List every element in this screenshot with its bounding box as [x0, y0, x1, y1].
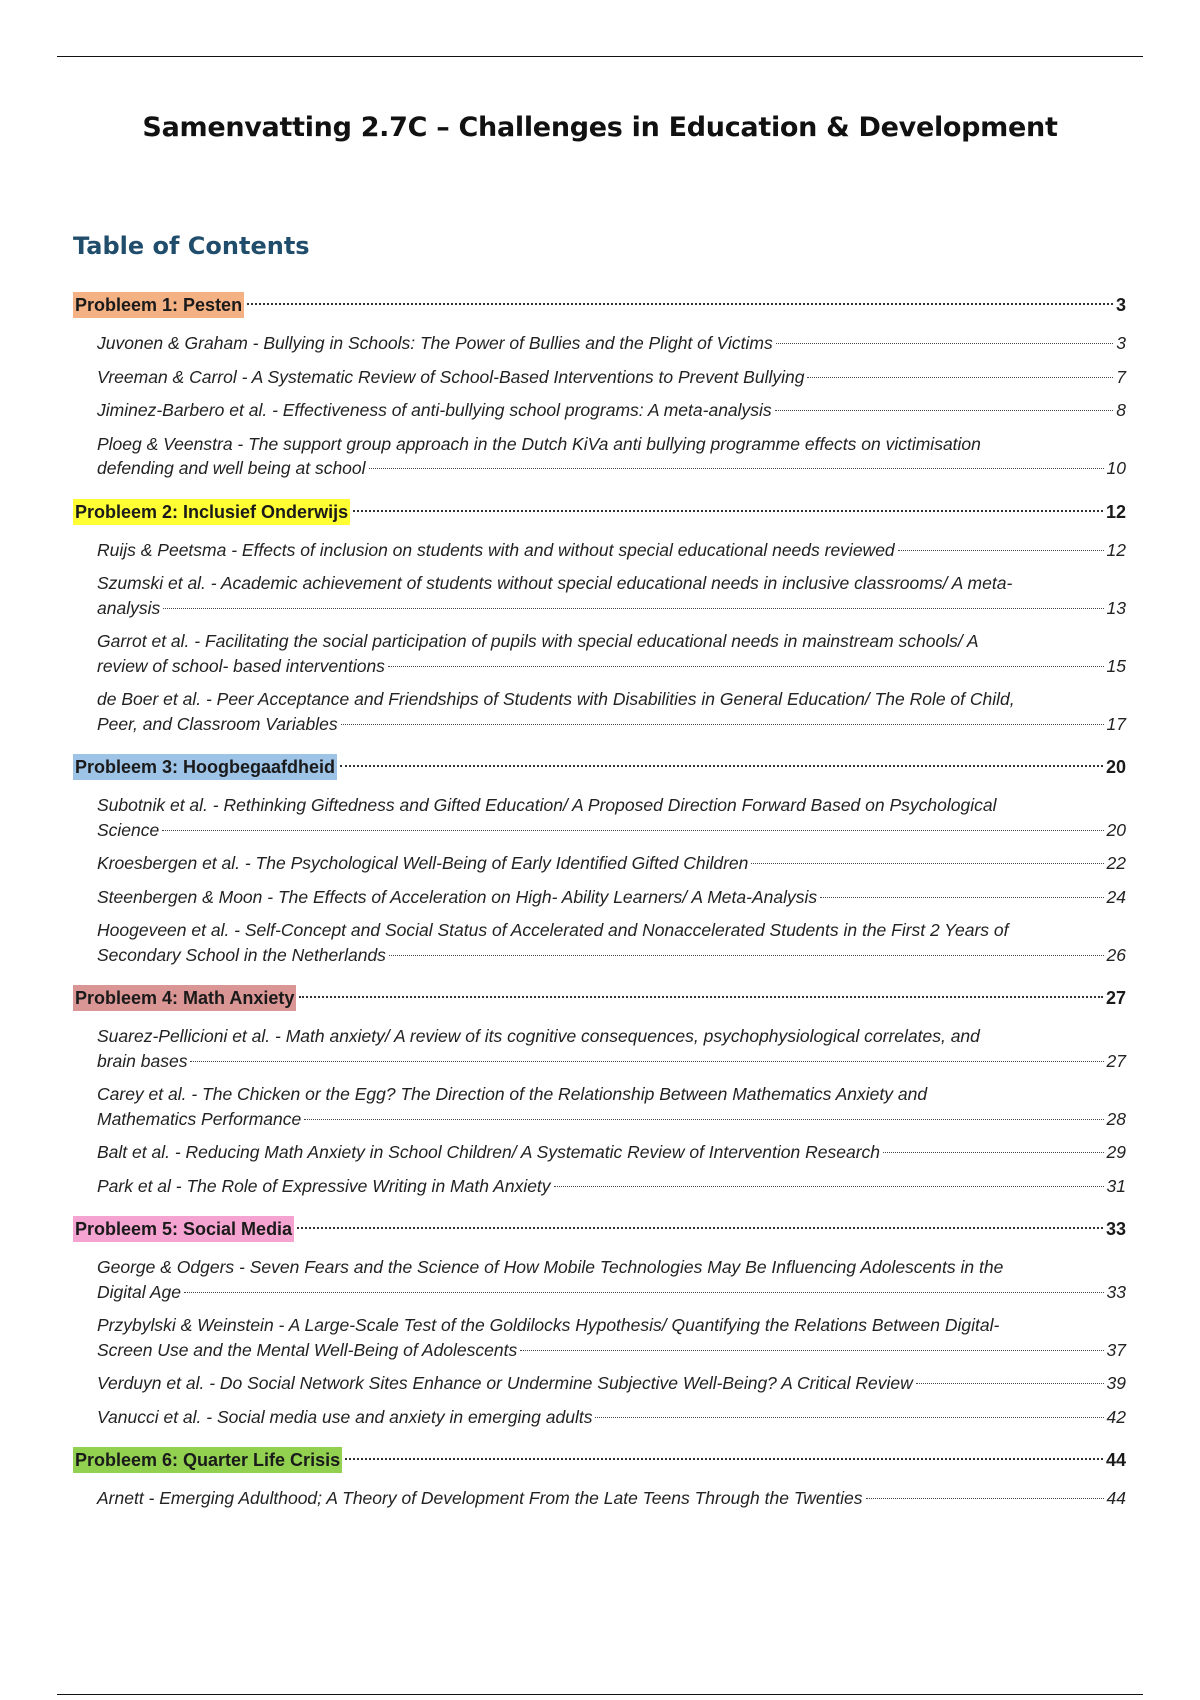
dot-leader: [388, 666, 1104, 667]
dot-leader: [389, 955, 1104, 956]
dot-leader: [595, 1417, 1103, 1418]
toc-article-line: [97, 712, 1126, 737]
toc-page-number: 33: [1105, 1219, 1126, 1239]
toc-article-line: [97, 1140, 1126, 1165]
toc-problem-label: Probleem 6: Quarter Life Crisis: [73, 1447, 342, 1473]
dot-leader: [775, 410, 1114, 411]
toc-section: [73, 1212, 1126, 1429]
dot-leader: [369, 468, 1104, 469]
dot-leader: [345, 1458, 1103, 1460]
toc-article-title: Verduyn et al. - Do Social Network Sites Enhance or Undermine Subjective Well-Being? A Critical Review: [97, 1373, 913, 1393]
toc-article-title: Digital Age: [97, 1281, 181, 1302]
toc-heading: Table of Contents: [73, 232, 310, 260]
toc-problem-entry[interactable]: [73, 750, 1126, 784]
toc-section: [73, 981, 1126, 1198]
toc-article-entry[interactable]: [97, 398, 1126, 423]
toc-article-line: [97, 654, 1126, 679]
toc-page-number: 29: [1106, 1142, 1126, 1162]
toc-article-line: [97, 1338, 1126, 1363]
toc-page-number: 3: [1115, 295, 1126, 315]
toc-problem-entry[interactable]: [73, 1212, 1126, 1246]
toc-problem-label: Probleem 2: Inclusief Onderwijs: [73, 499, 350, 525]
toc-article-entry[interactable]: [97, 918, 1126, 967]
toc-page-number: 44: [1106, 1488, 1126, 1508]
bottom-rule: [57, 1694, 1143, 1695]
toc-article-entry[interactable]: [97, 687, 1126, 736]
toc-article-line: [97, 1174, 1126, 1199]
toc-article-entry[interactable]: [97, 885, 1126, 910]
page-title: Samenvatting 2.7C – Challenges in Education & Development: [142, 112, 1058, 143]
toc-article-title: review of school- based interventions: [97, 655, 385, 676]
toc-article-entry[interactable]: [97, 793, 1126, 842]
toc-article-title-line: Hoogeveen et al. - Self-Concept and Social Status of Accelerated and Nonaccelerated Students in the First 2 Years of: [97, 920, 1009, 940]
dot-leader: [190, 1061, 1103, 1062]
toc-article-title-line: George & Odgers - Seven Fears and the Science of How Mobile Technologies May Be Influencing Adolescents in the: [97, 1257, 1004, 1277]
toc-article-title: Juvonen & Graham - Bullying in Schools: The Power of Bullies and the Plight of Victims: [97, 333, 773, 353]
toc-page-number: 44: [1105, 1450, 1126, 1470]
toc-page-number: 10: [1106, 458, 1126, 478]
toc-article-title: Vreeman & Carrol - A Systematic Review of School-Based Interventions to Prevent Bullying: [97, 366, 805, 387]
toc-page-number: 8: [1116, 400, 1126, 420]
toc-section: [73, 495, 1126, 737]
dot-leader: [341, 724, 1104, 725]
dot-leader: [184, 1292, 1104, 1293]
toc-article-title-line: de Boer et al. - Peer Acceptance and Friendships of Students with Disabilities in General Education/ The Role of Child,: [97, 689, 1015, 709]
dot-leader: [162, 830, 1103, 831]
toc-page-number: 37: [1106, 1339, 1126, 1360]
toc-article-entry[interactable]: [97, 365, 1126, 390]
toc-problem-label: Probleem 1: Pesten: [73, 292, 244, 318]
toc-problem-label: Probleem 3: Hoogbegaafdheid: [73, 754, 337, 780]
toc-article-title: Balt et al. - Reducing Math Anxiety in School Children/ A Systematic Review of Intervention Research: [97, 1142, 881, 1162]
toc-page-number: 26: [1106, 944, 1126, 965]
toc-article-entry[interactable]: [97, 1405, 1126, 1430]
toc-article-title: Park et al - The Role of Expressive Writing in Math Anxiety: [97, 1175, 551, 1196]
toc-article-line: [97, 365, 1126, 390]
toc-article-entry[interactable]: [97, 432, 1126, 481]
toc-article-entry[interactable]: [97, 629, 1126, 678]
toc-problem-label: Probleem 5: Social Media: [73, 1216, 294, 1242]
dot-leader: [340, 765, 1103, 767]
toc-section: [73, 750, 1126, 967]
toc-article-line: [97, 818, 1126, 843]
toc-page-number: 20: [1106, 819, 1126, 840]
toc-article-title-line: Garrot et al. - Facilitating the social participation of pupils with special educational needs in mainstream schools/ A: [97, 631, 979, 651]
toc-page-number: 39: [1106, 1373, 1126, 1393]
toc-article-title: Jiminez-Barbero et al. - Effectiveness of anti-bullying school programs: A meta-analysis: [97, 400, 772, 420]
toc-page-number: 42: [1106, 1406, 1126, 1427]
toc-article-entry[interactable]: [97, 1255, 1126, 1304]
toc-article-title: Peer, and Classroom Variables: [97, 713, 338, 734]
toc-page-number: 28: [1106, 1108, 1126, 1129]
dot-leader: [866, 1498, 1104, 1499]
toc-page-number: 7: [1116, 366, 1126, 387]
toc-section: [73, 288, 1126, 481]
toc-article-line: [97, 1486, 1126, 1511]
toc-article-line: [97, 1405, 1126, 1430]
toc-article-line: [97, 1107, 1126, 1132]
toc-article-entry[interactable]: [97, 851, 1126, 876]
dot-leader: [820, 897, 1103, 898]
toc-problem-entry[interactable]: [73, 1443, 1126, 1477]
toc-article-entry[interactable]: [97, 1486, 1126, 1511]
dot-leader: [776, 343, 1114, 344]
toc-article-entry[interactable]: [97, 1024, 1126, 1073]
toc-article-title: Science: [97, 819, 160, 840]
toc-page-number: 3: [1116, 333, 1126, 353]
toc-article-line: [97, 1049, 1126, 1074]
dot-leader: [163, 608, 1103, 609]
dot-leader: [247, 303, 1113, 305]
toc-article-entry[interactable]: [97, 1371, 1126, 1396]
toc-article-title: Screen Use and the Mental Well-Being of Adolescents: [97, 1339, 518, 1360]
dot-leader: [554, 1186, 1104, 1187]
dot-leader: [751, 863, 1103, 864]
dot-leader: [353, 510, 1103, 512]
toc-article-line: [97, 851, 1126, 876]
toc-article-title-line: Suarez-Pellicioni et al. - Math anxiety/ A review of its cognitive consequences, psychophysiological correlates, and: [97, 1026, 980, 1046]
toc-article-entry[interactable]: [97, 331, 1126, 356]
toc-article-title: Secondary School in the Netherlands: [97, 944, 386, 965]
toc-page-number: 12: [1105, 501, 1126, 522]
toc-page-number: 13: [1106, 597, 1126, 618]
toc-article-entry[interactable]: [97, 1140, 1126, 1165]
table-of-contents: [73, 288, 1126, 1525]
toc-article-title: Steenbergen & Moon - The Effects of Acceleration on High- Ability Learners/ A Meta-Analysis: [97, 886, 818, 907]
toc-page-number: 24: [1106, 886, 1126, 907]
toc-article-line: [97, 398, 1126, 423]
toc-article-title-line: Carey et al. - The Chicken or the Egg? The Direction of the Relationship Between Mathematics Anxiety and: [97, 1084, 928, 1104]
toc-problem-entry[interactable]: [73, 495, 1126, 529]
toc-problem-label: Probleem 4: Math Anxiety: [73, 985, 296, 1011]
toc-article-line: [97, 538, 1126, 563]
toc-article-line: [97, 1371, 1126, 1396]
toc-page-number: 27: [1106, 1050, 1126, 1071]
toc-article-entry[interactable]: [97, 538, 1126, 563]
toc-article-line: [97, 596, 1126, 621]
toc-article-line: [97, 1280, 1126, 1305]
dot-leader: [807, 377, 1113, 378]
toc-page-number: 22: [1106, 853, 1126, 873]
toc-article-title: Arnett - Emerging Adulthood; A Theory of Development From the Late Teens Through the Twenties: [97, 1488, 863, 1508]
toc-article-title: Vanucci et al. - Social media use and anxiety in emerging adults: [97, 1406, 593, 1427]
toc-article-entry[interactable]: [97, 1174, 1126, 1199]
toc-article-title: defending and well being at school: [97, 458, 366, 478]
dot-leader: [299, 996, 1103, 998]
dot-leader: [883, 1152, 1104, 1153]
toc-page-number: 31: [1106, 1175, 1126, 1196]
toc-page-number: 12: [1106, 539, 1126, 560]
toc-article-line: [97, 331, 1126, 356]
dot-leader: [898, 550, 1104, 551]
toc-page-number: 20: [1105, 757, 1126, 777]
toc-page-number: 17: [1106, 713, 1126, 734]
toc-article-title-line: Subotnik et al. - Rethinking Giftedness and Gifted Education/ A Proposed Direction Forward Based on Psychological: [97, 795, 997, 815]
dot-leader: [304, 1119, 1103, 1120]
toc-article-line: [97, 943, 1126, 968]
toc-page-number: 15: [1106, 655, 1126, 676]
toc-article-entry[interactable]: [97, 571, 1126, 620]
toc-article-title-line: Ploeg & Veenstra - The support group approach in the Dutch KiVa anti bullying programme effects on victimisation: [97, 433, 981, 454]
toc-article-title: brain bases: [97, 1050, 188, 1071]
toc-article-title: analysis: [97, 597, 161, 618]
toc-article-entry[interactable]: [97, 1313, 1126, 1362]
toc-page-number: 27: [1105, 988, 1126, 1008]
toc-article-title: Ruijs & Peetsma - Effects of inclusion on students with and without special educational needs reviewed: [97, 539, 895, 560]
toc-article-entry[interactable]: [97, 1082, 1126, 1131]
toc-section: [73, 1443, 1126, 1511]
dot-leader: [520, 1350, 1103, 1351]
toc-problem-entry[interactable]: [73, 981, 1126, 1015]
toc-page-number: 33: [1106, 1281, 1126, 1302]
toc-problem-entry[interactable]: [73, 288, 1126, 322]
toc-article-title: Kroesbergen et al. - The Psychological Well-Being of Early Identified Gifted Children: [97, 853, 749, 873]
dot-leader: [916, 1383, 1104, 1384]
toc-article-line: [97, 456, 1126, 481]
toc-article-title-line: Szumski et al. - Academic achievement of students without special educational needs in inclusive classrooms/ A meta-: [97, 573, 1013, 593]
toc-article-line: [97, 885, 1126, 910]
toc-article-title: Mathematics Performance: [97, 1108, 302, 1129]
dot-leader: [297, 1227, 1103, 1229]
top-rule: [57, 56, 1143, 57]
toc-article-title-line: Przybylski & Weinstein - A Large-Scale Test of the Goldilocks Hypothesis/ Quantifying the Relations Between Digital-: [97, 1315, 1000, 1335]
